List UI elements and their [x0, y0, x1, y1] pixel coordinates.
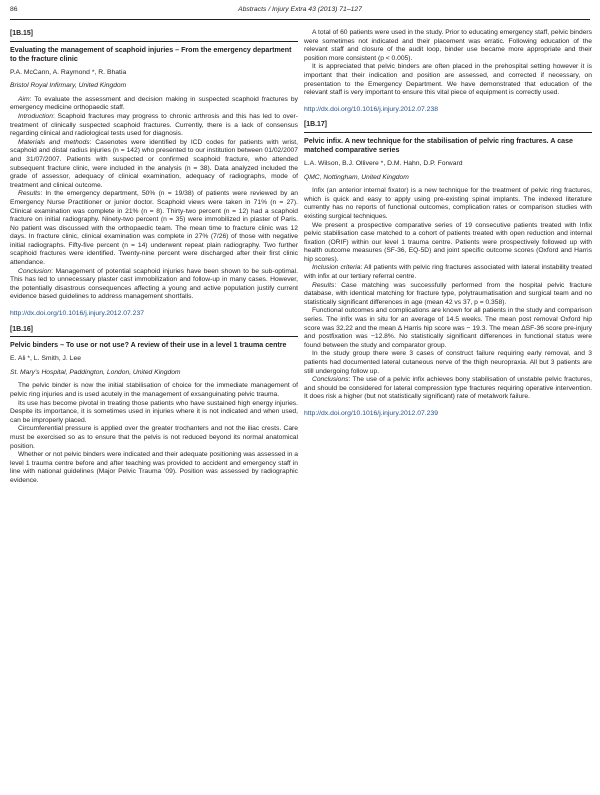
abstract-authors: L.A. Wilson, B.J. Ollivere *, D.M. Hahn, D.P. Forward — [304, 159, 463, 167]
paragraph-label: Materials and methods — [18, 138, 90, 146]
paragraph-aim — [10, 96, 298, 113]
abstract-title: Pelvic binders – To use or not use? A review of their use in a level 1 trauma centre — [10, 341, 287, 350]
body-paragraph — [304, 350, 592, 376]
journal-citation: Abstracts / Injury Extra 43 (2013) 71–127 — [238, 6, 362, 13]
paragraph-results — [10, 190, 298, 267]
doi-link[interactable]: http://dx.doi.org/10.1016/j.injury.2012.07.239 — [304, 409, 439, 417]
body-paragraph: Its use has become pivotal in treating those patients who have sustained high energy injuries. Despite its importance, it is sometimes used in injuries where it is not indicated and when used, can be improperly placed. — [10, 399, 298, 424]
paragraph-label: Results — [312, 281, 335, 289]
paragraph-label: Results — [18, 190, 41, 198]
paragraph-text: : The use of a pelvic infix achieves bony stabilisation of unstable pelvic fractures, and should be considered for lateral compression type fractures requiring operative intervention. It does risk a higher (but not statistically significant) rate of metalwork failure. — [304, 376, 592, 401]
abstract-id: [1B.16] — [10, 325, 298, 338]
paragraph-label: Conclusions — [312, 376, 349, 384]
body-paragraph: It is appreciated that pelvic binders are often placed in the prehospital setting however it is important that their indication and position are assessed, and corrected if necessary, on presentation to the Emergency Department. We have demonstrated that education of the relevant staff is very important to ensure this vital piece of equipment is correctly used. — [304, 63, 592, 97]
abstract-title: Pelvic infix. A new technique for the stabilisation of pelvic ring fractures. A case matched comparative series — [304, 136, 573, 154]
doi-link[interactable]: http://dx.doi.org/10.1016/j.injury.2012.07.237 — [10, 310, 145, 318]
doi-link[interactable]: http://dx.doi.org/10.1016/j.injury.2012.07.238 — [304, 105, 439, 113]
abstract-id: [1B.17] — [304, 120, 592, 133]
paragraph-text: : All patients with pelvic ring fractures associated with lateral instability treated with infix at our tertiary referral centre. — [304, 264, 592, 281]
paragraph-text: In the study group there were 3 cases of construct failure requiring early removal, and 3 patients had documented lateral cutaneous nerve of the thigh neuropraxia. All but 3 patients are still undergoing follow up. — [304, 350, 592, 375]
body-paragraph: The pelvic binder is now the initial stabilisation of choice for the immediate management of pelvic ring injuries and is used acutely in the management of exsanguinating pelvic trauma. — [10, 382, 298, 398]
abstract-id: [1B.15] — [10, 29, 298, 42]
paragraph-results — [304, 282, 592, 308]
paragraph-text: Functional outcomes and complications are known for all patients in the study and comparison series. The infix was in situ for an average of 14.5 weeks. The mean post removal Oxford hip score was 32.22 and the mean Δ Harris hip score was − 19.3. The mean ΔSF-36 score pre-injury and postfixation was −12.8%. No statistically significant differences in functional status were found between the study and comparator group. — [304, 307, 592, 349]
header-rule — [10, 19, 590, 20]
paragraph-text: : Management of potential scaphoid injuries have been shown to be sub-optimal. This has led to unnecessary plaster cast immobilization and follow-up in many cases. However, the potentially disastrous consequences affecting a young and active population justify current evidence based guidelines to address management shortfalls. — [10, 267, 298, 301]
body-paragraph — [304, 187, 592, 221]
right-column — [304, 29, 592, 425]
paragraph-text: : Case matching was successfully performed from the hospital pelvic fracture database, with identical matching for fracture type, polytraumatisation and surgical team and no statistically significant differences in age (mean 42 vs 37, p = 0.358). — [304, 281, 592, 306]
body-paragraph: Circumferential pressure is applied over the greater trochanters and not the iliac crests. Care must be exercised so as to ensure that the pelvis is not reduced beyond its normal anatomical position. — [10, 425, 298, 450]
paragraph-text: : In the emergency department, 50% (n = 19/38) of patients were reviewed by an Emergency Nurse Practitioner or junior doctor. Scaphoid views were taken in 71% (n = 27). Clinical examination was complete in 21% (n = 8). Thirty-two percent (n = 12) had a scaphoid fracture on initial radiography. Ninety-two percent (n = 35) were immobilized in plaster of Paris. No patient was discussed with the orthopaedic team. The mean time to fracture clinic was 12 days. In fracture clinic, clinical examination was complete in 27% (7/26) of those with negative initial radiographs. Fifty-five percent (n = 14) underwent repeat plain radiography. Two further scaphoid fractures were identified. Twenty-nine percent were discharged after their first clinic attendance. — [10, 190, 298, 267]
paragraph-label: Introduction — [18, 112, 53, 120]
body-paragraph — [304, 222, 592, 265]
paragraph-label: Conclusion — [18, 267, 52, 275]
paragraph-introduction — [10, 113, 298, 139]
paragraph-label: Inclusion criteria — [312, 264, 361, 272]
body-paragraph: A total of 60 patients were used in the study. Prior to educating emergency staff, pelvic binders were sometimes not indicated and their placement was erratic. Following education of the relevant staff and closure of the audit loop, binder use became more appropriate and their position more consistent (p < 0.005). — [304, 29, 592, 62]
abstract-authors: E. Ali *, L. Smith, J. Lee — [10, 355, 82, 363]
paragraph-methods — [10, 139, 298, 191]
paragraph-text: We present a prospective comparative series of 19 consecutive patients treated with Infix pelvic stabilisation case matched to a cohort of patients treated with open reduction and internal fixation (ORIF) within our level 1 trauma centre. Patients were prospectively followed up with health outcome measures (SF-36, EQ-5D) and joint specific outcome scores (Oxford and Harris hip scores). — [304, 221, 592, 263]
paragraph-conclusions — [304, 376, 592, 402]
abstract-affiliation: Bristol Royal Infirmary, United Kingdom — [10, 82, 127, 90]
paragraph-text: Infix (an anterior internal fixator) is a new technique for the treatment of pelvic ring fractures, which is quick and easy to apply using pre-existing spinal implants. The indexed literature currently has no reports of functional outcomes, complication rates or comparison studies with existing surgical techniques. — [304, 187, 592, 220]
body-paragraph — [304, 307, 592, 350]
paragraph-text: : To evaluate the assessment and decision making in suspected scaphoid fractures by emergency medicine orthopaedic staff. — [10, 95, 298, 112]
running-header — [10, 6, 590, 20]
paragraph-text: : Scaphoid fractures may progress to chronic arthrosis and this has led to over-treatment of clinically suspected scaphoid fractures. Currently, there is a lack of consensus regarding clinical and radiological tests used for diagnosis. — [10, 112, 298, 138]
paragraph-conclusion — [10, 268, 298, 302]
abstract-authors: P.A. McCann, A. Raymond *, R. Bhatia — [10, 68, 127, 76]
page-number: 86 — [10, 6, 18, 13]
abstract-affiliation: QMC, Nottingham, United Kingdom — [304, 173, 409, 181]
abstract-title: Evaluating the management of scaphoid injuries – From the emergency department to the fracture clinic — [10, 45, 292, 63]
body-paragraph: Whether or not pelvic binders were indicated and their adequate positioning was assessed in a level 1 trauma centre before and after teaching was provided to accident and emergency staff in line with national guidelines (Major Pelvic Trauma ’09). Position was assessed by radiographic evidence. — [10, 451, 298, 484]
paragraph-text: : Casenotes were identified by ICD codes for patients with wrist, scaphoid and distal radius injuries (n = 142) who presented to our institution between 01/02/2007 and 31/07/2007. Patients with suspected or confirmed scaphoid fracture, who attended subsequent fracture clinic, were included in the analysis (n = 38). Data analyzed included the grade of assessor, adequacy of clinical examination, adequacy of radiographs, mode of treatment and clinical outcome. — [10, 138, 298, 189]
abstract-affiliation: St. Mary’s Hospital, Paddington, London, United Kingdom — [10, 368, 181, 376]
paragraph-inclusion — [304, 264, 592, 281]
left-column — [10, 29, 298, 486]
paragraph-label: Aim — [18, 95, 30, 103]
